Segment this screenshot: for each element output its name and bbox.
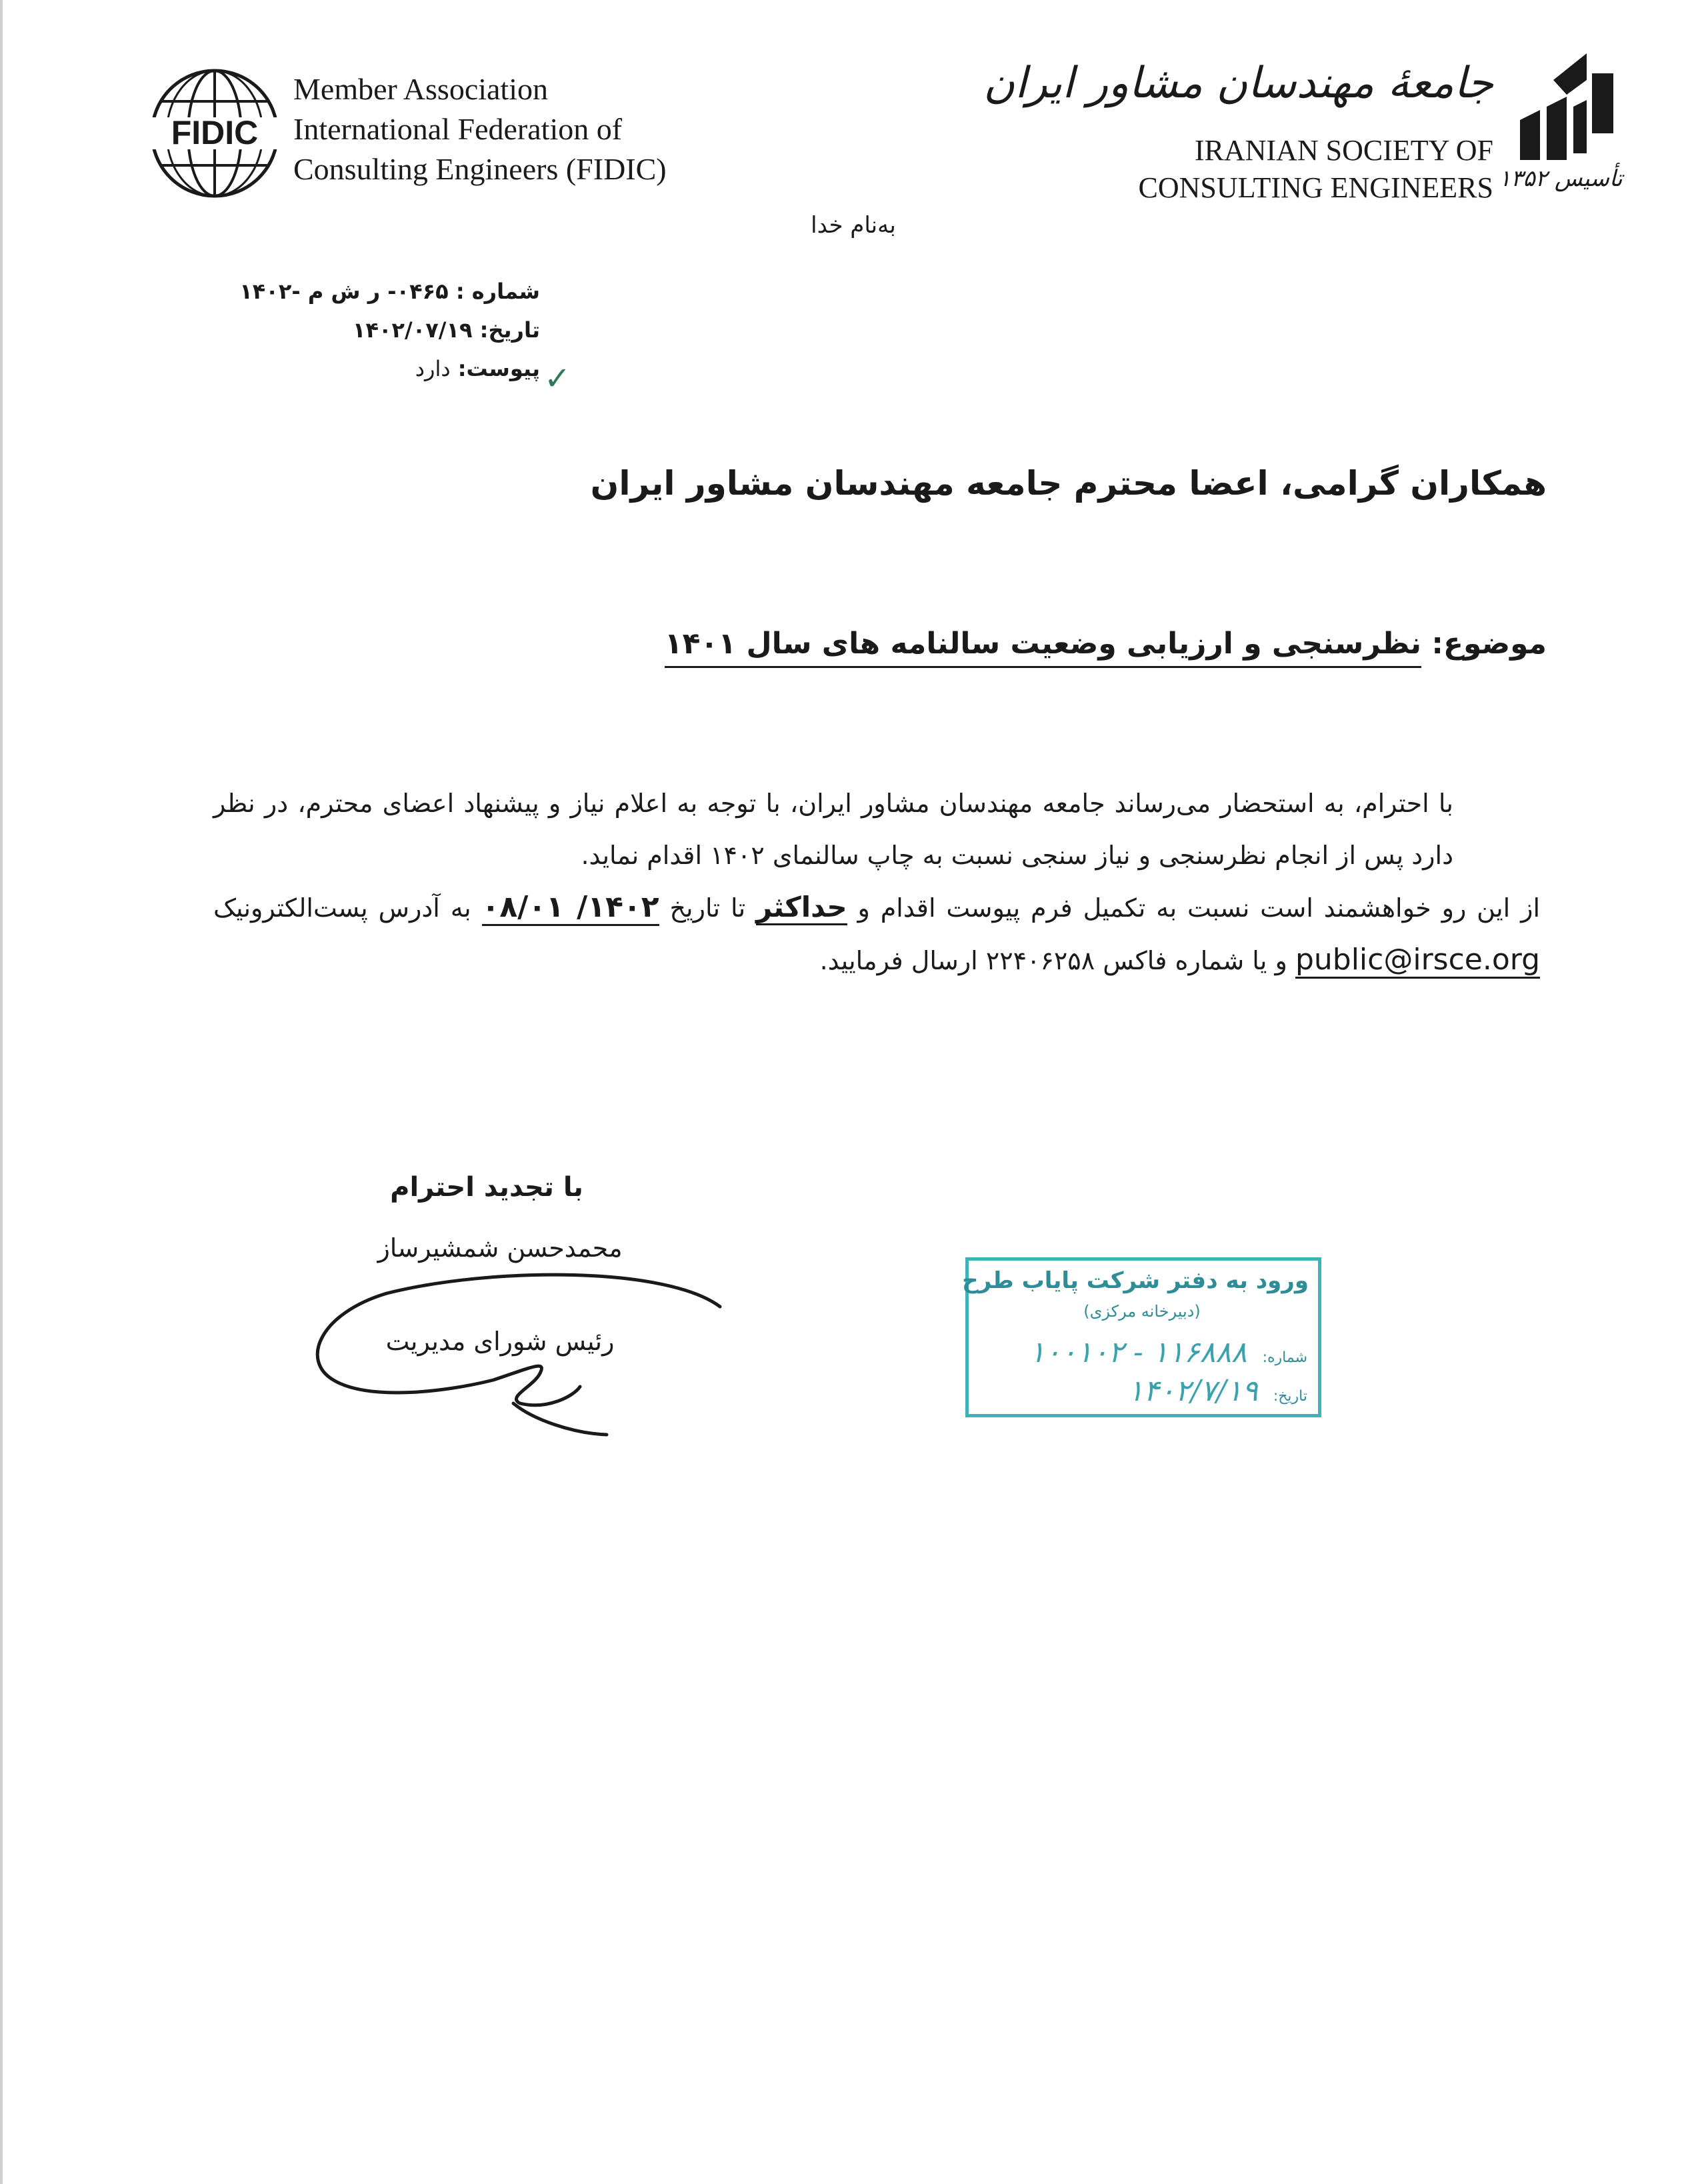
irsce-name-fa: جامعهٔ مهندسان مشاور ایران xyxy=(983,59,1493,108)
fidic-membership-text xyxy=(293,69,667,189)
page-edge xyxy=(0,0,3,2184)
fidic-line-2: International Federation of xyxy=(293,112,623,146)
stamp-number-value: ۱۱۶۸۸۸ - ۱۰۰۱۰۲ xyxy=(1029,1335,1247,1369)
stamp-date-label: تاریخ: xyxy=(1273,1388,1307,1405)
stamp-number-label: شماره: xyxy=(1262,1349,1307,1366)
subject-label: موضوع: xyxy=(1431,627,1547,661)
stamp-date-value: ۱۴۰۲/۷/۱۹ xyxy=(1127,1374,1258,1408)
fidic-line-1: Member Association xyxy=(293,72,548,106)
subject-text: نظرسنجی و ارزیابی وضعیت سالنامه های سال ۱۴۰۱ xyxy=(665,627,1421,668)
body-p2-a: از این رو خواهشمند است نسبت به تکمیل فرم پیوست اقدام و xyxy=(857,893,1541,923)
body-paragraph-1: با احترام، به استحضار می‌رساند جامعه مهندسان مشاور ایران، با توجه به اعلام نیاز و پیشنهاد اعضای محترم، در نظر دارد پس از انجام نظرسنجی و نیاز سنجی نسبت به چاپ سالنمای ۱۴۰۲ اقدام نماید. xyxy=(213,789,1453,870)
irsce-name-en xyxy=(1067,132,1493,207)
fidic-globe-logo xyxy=(148,67,281,200)
letter-attachment-label: پیوست: xyxy=(457,356,540,381)
irsce-name-en-line-2: CONSULTING ENGINEERS xyxy=(1138,171,1493,204)
letter-number-value: ۰۴۶۵- ر ش م -۱۴۰۲ xyxy=(239,279,449,304)
email-link[interactable]: public@irsce.org xyxy=(1295,943,1540,979)
irsce-name-en-line-1: IRANIAN SOCIETY OF xyxy=(1194,134,1493,167)
letter-body xyxy=(213,777,1540,987)
signer-name: محمدحسن شمشیرساز xyxy=(377,1233,623,1263)
fidic-logo-text: FIDIC xyxy=(171,114,259,151)
letter-attachment xyxy=(253,356,540,381)
irsce-founded: تأسیس ۱۳۵۲ xyxy=(1499,165,1623,192)
letter-date-value: ۱۴۰۲/۰۷/۱۹ xyxy=(352,317,473,343)
body-p2-b: تا تاریخ xyxy=(669,893,746,923)
letter-number xyxy=(239,279,540,304)
stamp-date-row xyxy=(1128,1374,1307,1408)
letter-date xyxy=(253,317,540,343)
stamp-title: ورود به دفتر شرکت پایاب طرح xyxy=(962,1267,1309,1294)
closing-phrase: با تجدید احترام xyxy=(390,1172,583,1203)
body-p2-d: و یا شماره فاکس ۲۲۴۰۶۲۵۸ ارسال فرمایید. xyxy=(819,946,1287,975)
body-paragraph-2 xyxy=(213,881,1540,987)
body-p2-c: به آدرس پست‌الکترونیک xyxy=(213,893,471,923)
letter-attachment-value: دارد xyxy=(415,356,451,381)
deadline-date: ۱۴۰۲/ ۰۸/۰۱ xyxy=(482,890,659,926)
fidic-line-3: Consulting Engineers (FIDIC) xyxy=(293,152,667,186)
signer-title: رئیس شورای مدیریت xyxy=(385,1327,615,1356)
handwritten-signature xyxy=(293,1253,733,1440)
stamp-number-row xyxy=(1029,1335,1307,1369)
body-p2-emphasis: حداکثر xyxy=(756,891,847,925)
bismillah: به‌نام خدا xyxy=(811,212,896,239)
subject-line xyxy=(664,627,1547,661)
salutation: همکاران گرامی، اعضا محترم جامعه مهندسان مشاور ایران xyxy=(590,464,1547,503)
stamp-subtitle: (دبیرخانه مرکزی) xyxy=(1083,1302,1201,1321)
check-mark-icon: ✓ xyxy=(544,360,571,397)
reception-stamp xyxy=(962,1257,1321,1417)
letter-number-label: شماره : xyxy=(455,279,540,304)
letter-date-label: تاریخ: xyxy=(479,317,540,343)
